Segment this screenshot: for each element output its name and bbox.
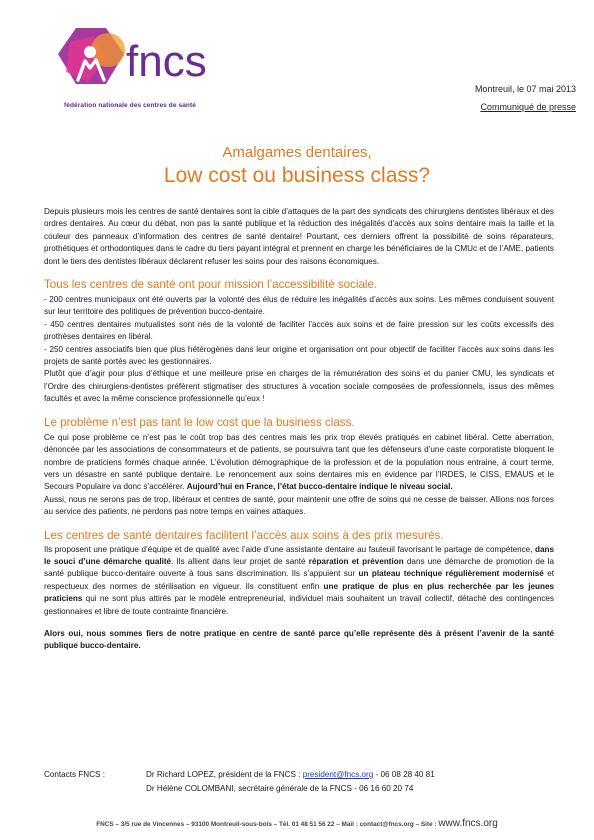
conclusion-paragraph: Alors oui, nous sommes fiers de notre pratique en centre de santé parce qu’elle représente dès à présent l’avenir de la santé publique bucco-dentaire. [44, 628, 554, 651]
title-line-1: Amalgames dentaires, [222, 144, 372, 161]
list-item: - 200 centres municipaux ont été ouverts par la volonté des élus de réduire les inégalités d’accès aux soins. Les mêmes conduisent souvent sur leur territoire des politiques de prévention bucco-dentaire. [44, 295, 554, 317]
page-footer [0, 818, 594, 829]
section-heading-low-cost: Le problème n’est pas tant le low cost que la business class. [44, 415, 355, 429]
list-item: - 450 centres dentaires mutualistes sont nés de la volonté de faciliter l’accès aux soins et de faire pression sur les coûts excessifs des prothèses dentaires en libéral. [44, 319, 554, 342]
logo-wordmark: fncs [126, 37, 207, 86]
section3-text: . Ils allient dans leur projet de santé [171, 556, 309, 566]
section3-text: et respectueux des normes de stérilisation en vigueur. Ils constituent enfin [44, 569, 554, 591]
contacts-lines [146, 768, 435, 796]
section-heading-access: Les centres de santé dentaires facilitent l’accès aux soins à des prix mesurés. [44, 528, 444, 542]
contact-president-phone: - 06 08 28 40 81 [373, 770, 435, 779]
section3-text: qui ne sont plus attirés par le modèle entrepreneurial, individuel mais souhaitent un travail collectif, détaché des contingences gestionnaires et libre de toute contrainte financière. [44, 594, 554, 616]
section3-bold: une pratique de plus en plus recherchée par les jeunes praticiens [44, 581, 554, 604]
contact-president [146, 768, 435, 782]
title-line-2: Low cost ou business class? [163, 164, 431, 187]
section-heading-accessibility: Tous les centres de santé ont pour mission l’accessibilité sociale. [44, 278, 378, 292]
section3-text: Ils proposent une pratique d’équipe et de qualité avec l’aide d’une assistante dentaire au fauteuil favorisant le partage de compétence, [44, 544, 536, 554]
intro-paragraph: Depuis plusieurs mois les centres de santé dentaires sont la cible d’attaques de la part des syndicats des chirurgiens dentistes libéraux et des ordres dentaires. Au cœur du débat, non pas la santé publique et la réduction des inégalités d’accès aux soins dentaire mais la taille et la couleur des panneaux d’information des centres de santé dentaire! Pourtant, ces derniers offrent la possibilité de soins réparateurs, prothétiques et orthodontiques dans le cadre du tiers payant intégral et prennent en charge les bénéficiaires de la CMUc et de l’AME, patients dont le tiers des dentistes libéraux déclarent refuser les soins pour des raisons économiques. [44, 207, 554, 266]
section2-paragraph-2: Aussi, nous ne serons pas de trop, libéraux et centres de santé, pour maintenir une offre de soins qui ne cesse de baisser. Allions nos forces au service des patients, ne perdons pas notre temps en vaines attaques. [44, 494, 554, 517]
president-email-link[interactable]: president@fncs.org [302, 770, 374, 779]
section2-bold-statement: Aujourd’hui en France, l’état bucco-dentaire indique le niveau social. [186, 482, 453, 492]
section1-closing-paragraph: Plutôt que d’agir pour plus d’éthique et une meilleure prise en charges de la rémunération des soins et du panier CMU, les syndicats et l’Ordre des chirurgiens-dentistes préfèrent stigmatiser des structures à vocation sociale composées de professionnels, issus des mêmes facultés et avec la même conscience professionnelle qu’eux ! [44, 369, 554, 404]
contact-president-name: Dr Richard LOPEZ, président de la FNCS : [146, 770, 303, 779]
section3-bold: un plateau technique régulièrement modernisé [358, 569, 544, 579]
document-body [44, 206, 554, 653]
logo-tagline: fédération nationale des centres de santé [64, 102, 196, 109]
section3-bold: réparation et prévention [308, 556, 404, 566]
section2-paragraph-1 [44, 432, 554, 494]
footer-website-link[interactable]: www.fncs.org [438, 818, 498, 829]
section3-text: dans une démarche de promotion de la santé publique bucco-dentaire ouverte à tous sans discrimination. Ils s’appuient sur [44, 556, 555, 579]
dateline: Montreuil, le 07 mai 2013 [474, 84, 576, 94]
section3-bold: dans le souci d’une démarche qualité [44, 544, 554, 566]
footer-address: FNCS – 3/5 rue de Vincennes – 93100 Montreuil-sous-bois – Tél. 01 48 51 56 22 – Mail : contact@fncs.org – Site : [96, 821, 439, 828]
contact-secretary: Dr Hélène COLOMBANI, secrétaire générale de la FNCS - 06 16 60 20 74 [146, 784, 414, 793]
section2-text: Ce qui pose problème ce n’est pas le coût trop bas des centres mais les prix trop élevés pratiqués en cabinet libéral. Cette aberration, dénoncée par les associations de consommateurs et de patients, se poursuivra tant que les défenseurs d’une caste corporatiste bloquent le nombre de praticiens formés chaque année. L’évolution démographique de la profession et de la population nous entraine, à court terme, vers un désastre en santé publique dentaire. Le renoncement aux soins dentaires mis en évidence par l’IRDES, le CISS, EMAUS et le Secours Populaire va donc s’accélérer. [44, 432, 554, 492]
list-item: - 250 centres associatifs bien que plus hétérogènes dans leur origine et organisation ont pour objectif de faciliter l’accès aux soins dans les projets de santé portés avec les gestionnaires. [44, 344, 554, 367]
contacts-label: Contacts FNCS : [44, 770, 105, 779]
logo-graphic [52, 28, 232, 113]
fncs-logo [52, 28, 232, 113]
section3-paragraph [44, 544, 554, 618]
press-release-label: Communiqué de presse [480, 102, 576, 112]
